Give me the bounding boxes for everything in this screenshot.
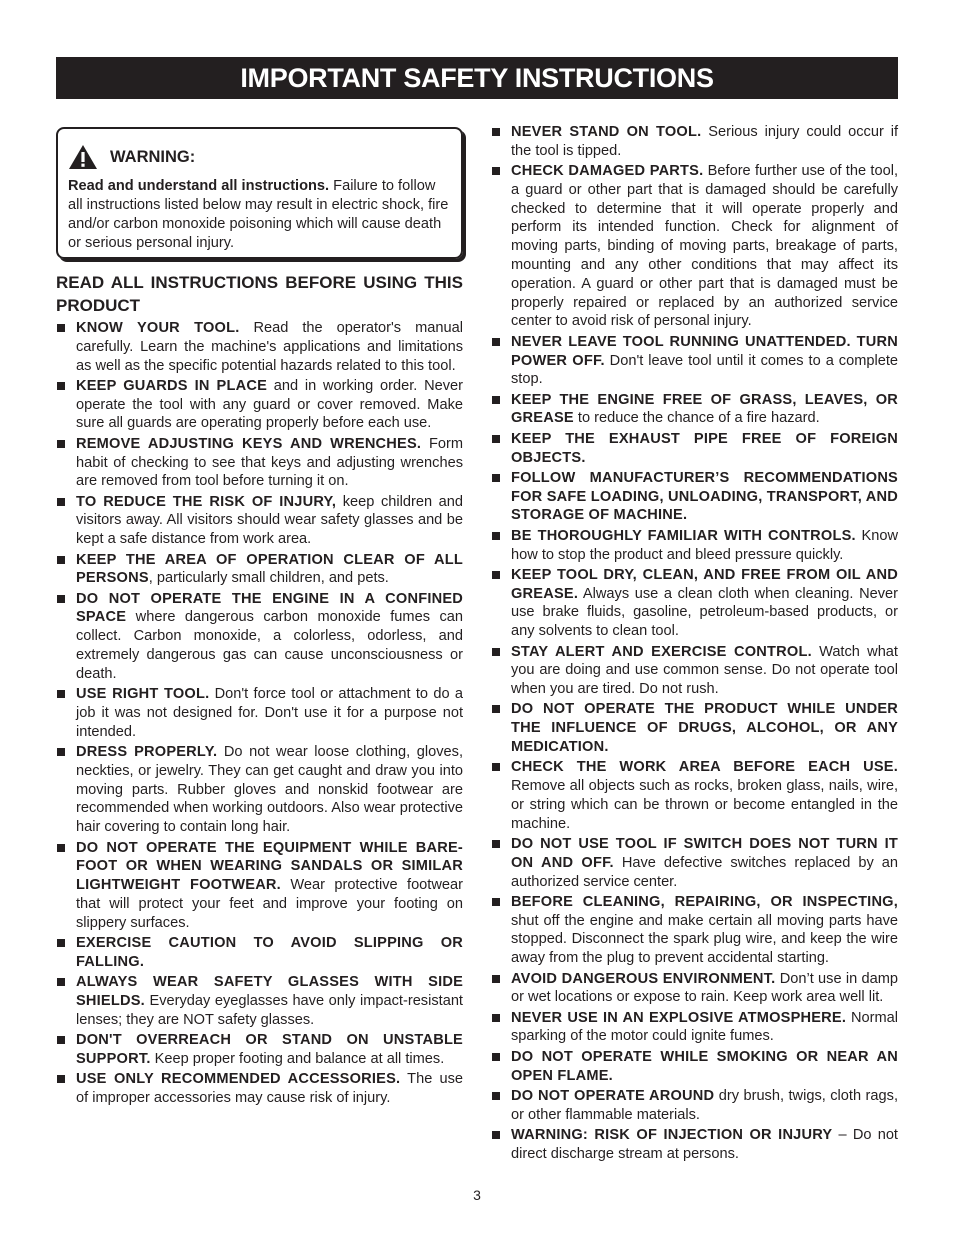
warning-triangle-icon (68, 144, 98, 170)
instruction-item (491, 758, 898, 833)
instruction-text: The use of improper accessories may cause risk of injury. (76, 1071, 464, 1106)
instruction-heading: CHECK DAMAGED PARTS. (511, 163, 704, 180)
instruction-text: Don't leave tool until it comes to a complete stop. (511, 352, 898, 388)
section-heading: READ ALL INSTRUCTIONS BEFORE USING THIS PRODUCT (56, 273, 463, 315)
left-instruction-list (56, 319, 463, 1109)
instruction-item (491, 970, 898, 1008)
instruction-heading: BEFORE CLEANING, REPAIRING, OR INSPECTING, (511, 893, 898, 910)
instruction-text: shut off the engine and make certain all moving parts have stopped. Disconnect the spark plug wire, and keep the wire away from the plug to prevent accidental starting. (511, 912, 898, 967)
instruction-text: to reduce the chance of a fire hazard. (573, 410, 820, 427)
instruction-heading: EXERCISE CAUTION TO AVOID SLIPPING OR FALLING. (76, 935, 463, 970)
page-title-bar (56, 57, 898, 99)
instruction-heading: KEEP TOOL DRY, CLEAN, AND FREE FROM OIL AND GREASE. (511, 566, 898, 602)
instruction-heading: WARNING: RISK OF INJECTION OR INJURY (511, 1126, 833, 1143)
instruction-heading: FOLLOW MANUFACTURER’S RECOMMENDATIONS FOR SAFE LOADING, UNLOADING, TRANSPORT, AND STORAGE OF MACHINE. (511, 469, 898, 524)
instruction-heading: REMOVE ADJUSTING KEYS AND WRENCHES. (76, 435, 422, 452)
instruction-text: where dangerous carbon monoxide fumes can collect. Carbon monoxide, a colorless, odorless, and extremely dangerous gas can cause unconsciousness or death. (76, 609, 463, 682)
instruction-text: Have defective switches replaced by an authorized service center. (511, 854, 898, 890)
instruction-heading: KEEP THE AREA OF OPERATION CLEAR OF ALL PERSONS (76, 551, 463, 587)
instruction-item (56, 377, 463, 433)
instruction-item (56, 1070, 463, 1108)
instruction-text: Wear protective footwear that will protect your feet and improve your footing on slippery surfaces. (76, 877, 463, 931)
instruction-text: Normal sparking of the motor could ignite fumes. (511, 1009, 898, 1045)
instruction-heading: KEEP GUARDS IN PLACE (76, 377, 268, 394)
instruction-text: Always use a clean cloth when cleaning. Never use brake fluids, gasoline, petroleum-based products, or any solvents to clean tool. (511, 585, 898, 640)
instruction-text: Watch what you are doing and use common sense. Do not operate tool when you are tired. Do not rush. (511, 643, 898, 698)
warning-body: Failure to follow all instructions listed below may result in electric shock, fire and/or carbon monoxide poisoning which will cause death or serious personal injury. (68, 178, 449, 251)
instruction-item (491, 1009, 898, 1047)
instruction-heading: NEVER LEAVE TOOL RUNNING UNATTENDED. TURN POWER OFF. (511, 333, 898, 369)
instruction-item (491, 1087, 898, 1125)
right-instruction-list (491, 123, 898, 1165)
instruction-heading: ALWAYS WEAR SAFETY GLASSES WITH SIDE SHIELDS. (76, 974, 463, 1009)
instruction-text: and in working order. Never operate the tool with any guard or cover removed. Make sure all guards are operating properly before each use. (76, 377, 464, 432)
instruction-item (56, 743, 463, 837)
instruction-heading: CHECK THE WORK AREA BEFORE EACH USE. (511, 759, 898, 776)
instruction-text: Serious injury could occur if the tool is tipped. (511, 124, 898, 159)
instruction-text: Remove all objects such as rocks, broken glass, nails, wire, or string which can be thrown or become entangled in the machine. (511, 778, 898, 832)
instruction-item (56, 435, 463, 491)
instruction-heading: STAY ALERT AND EXERCISE CONTROL. (511, 643, 812, 660)
instruction-item (491, 700, 898, 756)
instruction-text: Before further use of the tool, a guard or other part that is damaged should be carefully checked to determine that it will operate properly and perform its intended function. Check for alignment of moving parts, binding of moving parts, breakage of parts, mounting and any other conditions that may affect its operation. A guard or other part that is damaged must be properly repaired or replaced by an authorized service center to avoid risk of personal injury. (511, 163, 898, 330)
instruction-item (56, 493, 463, 549)
instruction-item (56, 1031, 463, 1069)
instruction-heading: USE ONLY RECOMMENDED ACCESSORIES. (76, 1071, 401, 1088)
instruction-heading: AVOID DANGEROUS ENVIRONMENT. (511, 970, 776, 987)
instruction-item (56, 685, 463, 741)
instruction-item (56, 973, 463, 1029)
instruction-text: – Do not direct discharge stream at persons. (511, 1126, 898, 1162)
instruction-heading: DO NOT USE TOOL IF SWITCH DOES NOT TURN IT ON AND OFF. (511, 835, 898, 871)
instruction-text: Don’t use in damp or wet locations or expose to rain. Keep work area well lit. (511, 970, 899, 1006)
instruction-text: Keep proper footing and balance at all times. (150, 1050, 445, 1067)
instruction-text: Everyday eyeglasses have only impact-resistant lenses; they are NOT safety glasses. (76, 992, 463, 1028)
instruction-text: dry brush, twigs, cloth rags, or other flammable materials. (511, 1087, 898, 1123)
instruction-item (491, 566, 898, 641)
instruction-item (491, 469, 898, 525)
warning-header (68, 143, 452, 171)
instruction-item (491, 893, 898, 968)
instruction-item (491, 835, 898, 891)
page-number: 3 (473, 1187, 481, 1203)
instruction-item (56, 551, 463, 589)
instruction-item (56, 934, 463, 972)
instruction-heading: NEVER STAND ON TOOL. (511, 124, 702, 140)
instruction-heading: DO NOT OPERATE THE PRODUCT WHILE UNDER THE INFLUENCE OF DRUGS, ALCOHOL, OR ANY MEDICATION. (511, 701, 898, 755)
instruction-item (491, 1126, 898, 1164)
instruction-item (491, 162, 898, 331)
instruction-heading: DO NOT OPERATE AROUND (511, 1087, 715, 1104)
instruction-heading: DON'T OVERREACH OR STAND ON UNSTABLE SUPPORT. (76, 1031, 463, 1067)
instruction-heading: KNOW YOUR TOOL. (76, 320, 240, 336)
instruction-item (491, 430, 898, 468)
instruction-heading: DO NOT OPERATE THE EQUIPMENT WHILE BARE-FOOT OR WHEN WEARING SANDALS OR SIMILAR LIGHTWEIGHT FOOTWEAR. (76, 839, 463, 894)
instruction-item (491, 643, 898, 699)
warning-label: WARNING: (110, 147, 196, 166)
instruction-heading: DO NOT OPERATE WHILE SMOKING OR NEAR AN OPEN FLAME. (511, 1048, 898, 1084)
instruction-text: Know how to stop the product and bleed pressure quickly. (511, 527, 898, 563)
instruction-heading: KEEP THE EXHAUST PIPE FREE OF FOREIGN OBJECTS. (511, 430, 898, 466)
instruction-text: Don't force tool or attachment to do a job it was not designed for. Don't use it for a purpose not intended. (76, 686, 463, 740)
instruction-heading: KEEP THE ENGINE FREE OF GRASS, LEAVES, OR GREASE (511, 391, 898, 427)
instruction-heading: DO NOT OPERATE THE ENGINE IN A CONFINED SPACE (76, 590, 463, 626)
instruction-item (491, 391, 898, 429)
warning-box (56, 127, 463, 259)
instruction-heading: NEVER USE IN AN EXPLOSIVE ATMOSPHERE. (511, 1009, 847, 1026)
instruction-heading: DRESS PROPERLY. (76, 744, 218, 761)
instruction-text: Form habit of checking to see that keys and adjusting wrenches are removed from tool before turning it on. (76, 435, 463, 490)
page-title: IMPORTANT SAFETY INSTRUCTIONS (240, 62, 714, 93)
instruction-item (491, 527, 898, 565)
instruction-item (491, 123, 898, 161)
instruction-heading: BE THOROUGHLY FAMILIAR WITH CONTROLS. (511, 527, 856, 544)
instruction-text: Do not wear loose clothing, gloves, neckties, or jewelry. They can get caught and draw you into moving parts. Rubber gloves and nonskid footwear are recommended when working outdoors. Also wear protective hair covering to contain long hair. (76, 744, 464, 836)
instruction-item (56, 590, 463, 684)
instruction-text: Read the operator's manual carefully. Learn the machine's applications and limitations as well as the specific potential hazards related to this tool. (76, 320, 463, 374)
instruction-item (56, 319, 463, 375)
warning-lead: Read and understand all instructions. (68, 178, 330, 194)
instruction-heading: USE RIGHT TOOL. (76, 686, 210, 703)
instruction-text: , particularly small children, and pets. (148, 570, 389, 587)
instruction-text: keep children and visitors away. All visitors should wear safety glasses and be kept a safe distance from work area. (76, 493, 464, 548)
instruction-heading: TO REDUCE THE RISK OF INJURY, (76, 493, 337, 510)
warning-text (68, 177, 452, 253)
instruction-item (56, 839, 463, 933)
instruction-item (491, 333, 898, 389)
instruction-item (491, 1048, 898, 1086)
